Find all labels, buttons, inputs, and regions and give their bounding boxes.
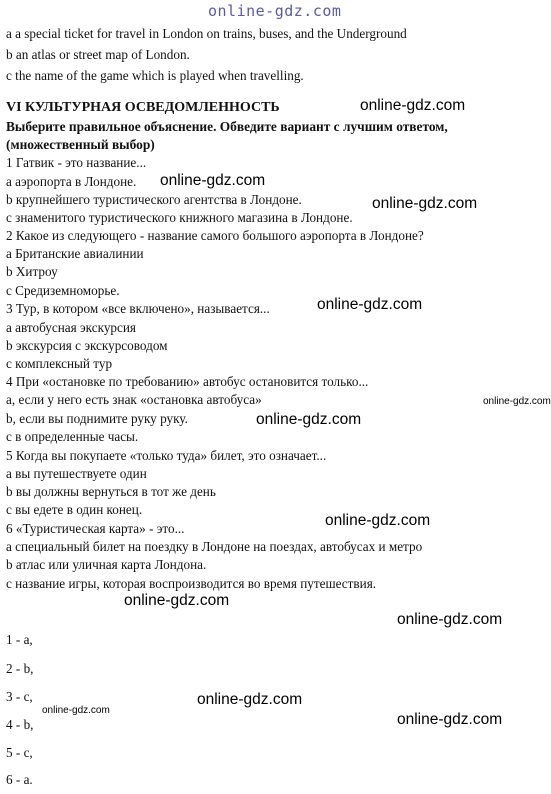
watermark: online-gdz.com [325,512,431,529]
option-line: b крупнейшего туристического агентства в Лондоне. [6,192,302,207]
instruction-line: (множественный выбор) [6,137,155,152]
watermark: online-gdz.com [360,97,466,114]
option-line: а Британские авиалинии [6,246,144,261]
question-line: 2 Какое из следующего - название самого большого аэропорта в Лондоне? [6,228,424,243]
answer-line: 6 - a. [6,772,33,787]
option-line: b вы должны вернуться в тот же день [6,484,216,499]
option-line: с знаменитого туристического книжного магазина в Лондоне. [6,210,353,225]
watermark: online-gdz.com [483,396,551,407]
option-line: а аэропорта в Лондоне. [6,174,137,189]
watermark: online-gdz.com [124,592,230,609]
watermark: online-gdz.com [160,172,266,189]
watermark: online-gdz.com [372,195,478,212]
option-line: с Средиземноморье. [6,283,120,298]
option-line: с комплексный тур [6,356,113,371]
answer-line: 2 - b, [6,661,34,676]
option-line: а вы путешествуете один [6,466,147,481]
option-line: b экскурсия с экскурсоводом [6,338,168,353]
option-line: b Хитроу [6,264,58,279]
option-line: b, если вы поднимите руку руку. [6,411,188,426]
option-line: с в определенные часы. [6,429,139,444]
question-line: 3 Тур, в котором «все включено», называется... [6,301,270,316]
watermark: online-gdz.com [197,691,303,708]
option-line: с вы едете в один конец. [6,502,143,517]
option-line: а специальный билет на поездку в Лондоне на поездах, автобусах и метро [6,539,423,554]
answer-line: 3 - c, [6,689,33,704]
watermark: online-gdz.com [397,611,503,628]
answer-line: 4 - b, [6,717,34,732]
section-heading: VI КУЛЬТУРНАЯ ОСВЕДОМЛЕННОСТЬ [6,100,280,115]
question-line: 4 При «остановке по требованию» автобус остановится только... [6,374,369,389]
watermark: online-gdz.com [42,705,110,716]
instruction-line: Выберите правильное объяснение. Обведите вариант с лучшим ответом, [6,119,448,134]
option-line: b атлас или уличная карта Лондона. [6,557,207,572]
text-line: c the name of the game which is played when travelling. [6,68,304,83]
watermark: online-gdz.com [397,711,503,728]
watermark-top: online-gdz.com [208,2,342,20]
watermark: online-gdz.com [317,296,423,313]
answer-line: 5 - c, [6,745,33,760]
question-line: 1 Гатвик - это название... [6,155,147,170]
option-line: а, если у него есть знак «остановка автобуса» [6,392,262,407]
question-line: 6 «Туристическая карта» - это... [6,521,185,536]
watermark: online-gdz.com [256,411,362,428]
answer-line: 1 - a, [6,632,33,647]
text-line: b an atlas or street map of London. [6,47,190,62]
text-line: a a special ticket for travel in London on trains, buses, and the Underground [6,26,407,41]
option-line: с название игры, которая воспроизводится во время путешествия. [6,576,377,591]
question-line: 5 Когда вы покупаете «только туда» билет, это означает... [6,448,327,463]
option-line: а автобусная экскурсия [6,320,136,335]
